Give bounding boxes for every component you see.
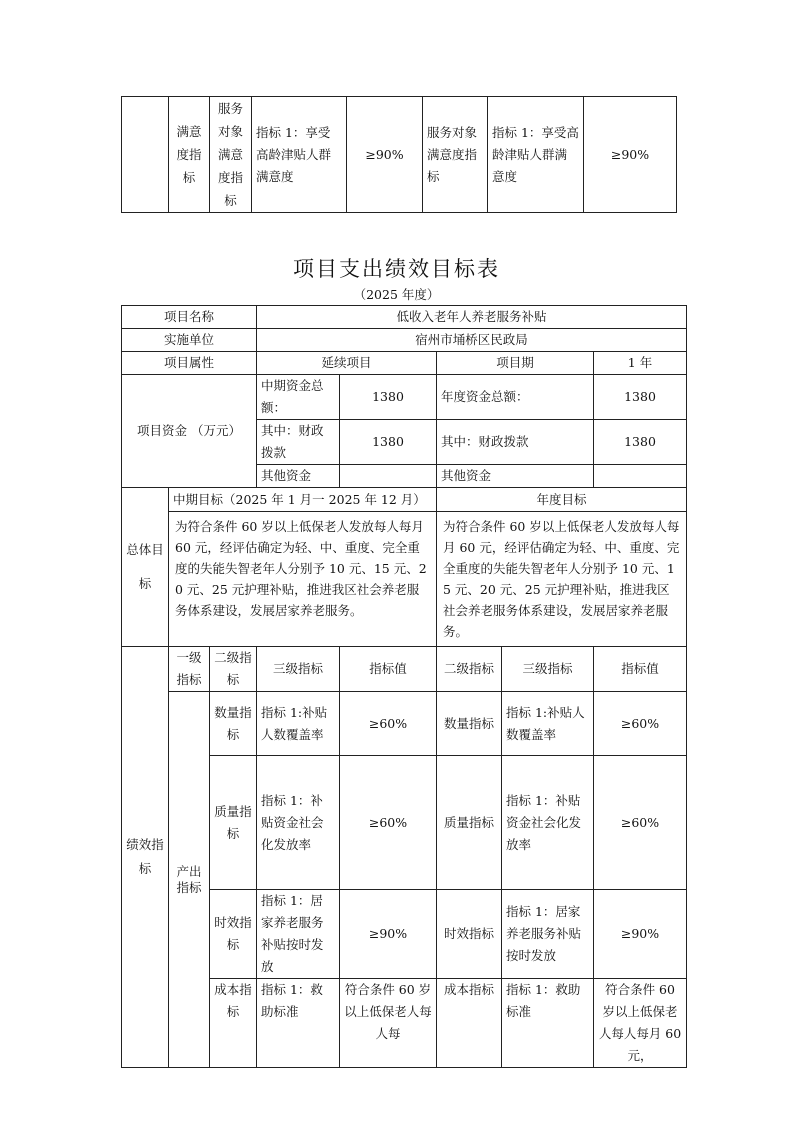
performance-goal-table — [121, 305, 687, 1068]
satisfaction-indicator-value: ≥90% — [347, 97, 423, 213]
year-total-value: 1380 — [594, 375, 687, 420]
header-value-year: 指标值 — [594, 647, 687, 692]
quality-indicator-label-year: 质量指标 — [437, 756, 502, 890]
mid-fiscal-value: 1380 — [340, 420, 437, 465]
overall-goal-label: 总体目标 — [122, 488, 169, 647]
mid-other-label: 其他资金 — [257, 465, 340, 488]
output-indicator-label: 产出指标 — [169, 692, 210, 1068]
timeliness-indicator-value-year: ≥90% — [594, 890, 687, 979]
project-attribute-value: 延续项目 — [257, 352, 437, 375]
project-name-value: 低收入老年人养老服务补贴 — [257, 306, 687, 329]
quantity-indicator-value: ≥60% — [340, 692, 437, 756]
quantity-indicator-text-year: 指标 1:补贴人数覆盖率 — [502, 692, 594, 756]
cost-indicator-value: 符合条件 60 岁以上低保老人每人每 — [340, 979, 437, 1068]
header-level1: 一级指标 — [169, 647, 210, 692]
satisfaction-indicator-text-year: 指标 1：享受高龄津贴人群满意度 — [488, 97, 584, 213]
quantity-indicator-label: 数量指标 — [210, 692, 257, 756]
quality-indicator-value: ≥60% — [340, 756, 437, 890]
quantity-indicator-label-year: 数量指标 — [437, 692, 502, 756]
year-fiscal-value: 1380 — [594, 420, 687, 465]
cost-indicator-text-year: 指标 1：救助标准 — [502, 979, 594, 1068]
satisfaction-indicator-text: 指标 1：享受高龄津贴人群满意度 — [252, 97, 347, 213]
project-funds-label: 项目资金 （万元） — [122, 375, 257, 488]
quality-indicator-value-year: ≥60% — [594, 756, 687, 890]
quality-indicator-text-year: 指标 1：补贴资金社会化发放率 — [502, 756, 594, 890]
satisfaction-indicator-value-year: ≥90% — [584, 97, 677, 213]
implementing-unit-value: 宿州市埇桥区民政局 — [257, 329, 687, 352]
year-goal-header: 年度目标 — [437, 488, 687, 512]
project-name-label: 项目名称 — [122, 306, 257, 329]
mid-fiscal-label: 其中：财政拨款 — [257, 420, 340, 465]
year-goal-text: 为符合条件 60 岁以上低保老人发放每人每月 60 元，经评估确定为轻、中、重度、完全重度的失能失智老年人分别予 10 元、15 元、20 元、25 元护理补贴，推进我区社会养老服务体系建设，发展居家养老服务。 — [437, 512, 687, 647]
service-satisfaction-label-year: 服务对象满意度指标 — [423, 97, 488, 213]
header-level3-year: 三级指标 — [502, 647, 594, 692]
quantity-indicator-value-year: ≥60% — [594, 692, 687, 756]
satisfaction-table — [121, 96, 677, 213]
mid-total-label: 中期资金总额： — [257, 375, 340, 420]
page-title: 项目支出绩效目标表 — [293, 257, 500, 281]
implementing-unit-label: 实施单位 — [122, 329, 257, 352]
performance-indicator-label: 绩效指标 — [122, 647, 169, 1068]
quality-indicator-text: 指标 1：补贴资金社会化发放率 — [257, 756, 340, 890]
mid-total-value: 1380 — [340, 375, 437, 420]
cost-indicator-label-year: 成本指标 — [437, 979, 502, 1068]
mid-other-value — [340, 465, 437, 488]
timeliness-indicator-label: 时效指标 — [210, 890, 257, 979]
header-level3: 三级指标 — [257, 647, 340, 692]
year-other-label: 其他资金 — [437, 465, 594, 488]
quantity-indicator-text: 指标 1:补贴人数覆盖率 — [257, 692, 340, 756]
project-period-value: 1 年 — [594, 352, 687, 375]
timeliness-indicator-text: 指标 1：居家养老服务补贴按时发放 — [257, 890, 340, 979]
cost-indicator-text: 指标 1：救助标准 — [257, 979, 340, 1068]
header-value: 指标值 — [340, 647, 437, 692]
year-fiscal-label: 其中：财政拨款 — [437, 420, 594, 465]
header-level2-year: 二级指标 — [437, 647, 502, 692]
year-total-label: 年度资金总额： — [437, 375, 594, 420]
project-attribute-label: 项目属性 — [122, 352, 257, 375]
page-year: （2025 年度） — [353, 287, 440, 302]
timeliness-indicator-value: ≥90% — [340, 890, 437, 979]
mid-goal-text: 为符合条件 60 岁以上低保老人发放每人每月 60 元，经评估确定为轻、中、重度、完全重度的失能失智老年人分别予 10 元、15 元、20 元、25 元护理补贴，推进我区社会养老服务体系建设，发展居家养老服务。 — [169, 512, 437, 647]
header-level2: 二级指标 — [210, 647, 257, 692]
cost-indicator-value-year: 符合条件 60 岁以上低保老人每人每月 60 元， — [594, 979, 687, 1068]
empty-cell — [122, 97, 169, 213]
timeliness-indicator-text-year: 指标 1：居家养老服务补贴按时发放 — [502, 890, 594, 979]
cost-indicator-label: 成本指标 — [210, 979, 257, 1068]
service-satisfaction-label: 服务对象满意度指标 — [210, 97, 252, 213]
mid-goal-header: 中期目标（2025 年 1 月一 2025 年 12 月） — [169, 488, 437, 512]
satisfaction-indicator-label: 满意度指标 — [169, 97, 210, 213]
timeliness-indicator-label-year: 时效指标 — [437, 890, 502, 979]
project-period-label: 项目期 — [437, 352, 594, 375]
quality-indicator-label: 质量指标 — [210, 756, 257, 890]
year-other-value — [594, 465, 687, 488]
